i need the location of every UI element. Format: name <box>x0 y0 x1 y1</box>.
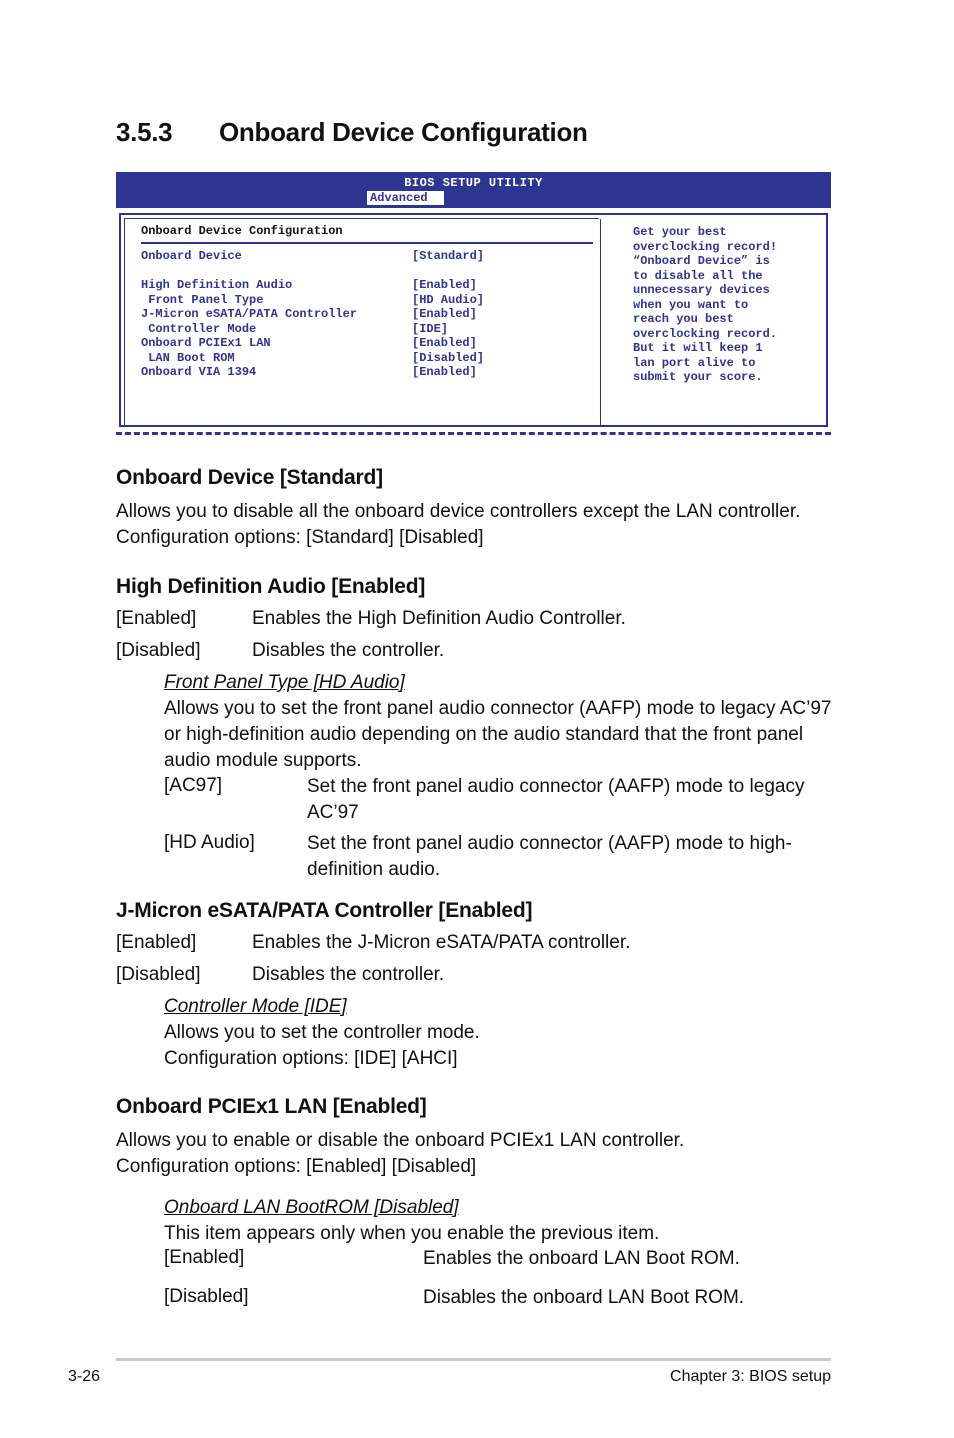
heading-pciex1-lan: Onboard PCIEx1 LAN [Enabled] <box>116 1095 427 1118</box>
bios-body <box>116 208 831 442</box>
page-number: 3-26 <box>68 1368 101 1385</box>
front-panel-option-key: [HD Audio] <box>164 832 255 853</box>
lan-bootrom-option-key: [Enabled] <box>164 1247 245 1268</box>
controller-mode-options: Configuration options: [IDE] [AHCI] <box>164 1048 458 1069</box>
chapter-label: Chapter 3: BIOS setup <box>670 1368 831 1385</box>
onboard-device-options: Configuration options: [Standard] [Disabled] <box>116 527 484 548</box>
front-panel-title: Front Panel Type [HD Audio] <box>164 672 405 693</box>
bios-item-front-panel-type[interactable]: Front Panel Type <box>141 292 264 307</box>
heading-onboard-device: Onboard Device [Standard] <box>116 466 383 489</box>
bios-item-jmicron[interactable]: J-Micron eSATA/PATA Controller <box>141 307 358 321</box>
pciex1-lan-desc: Allows you to enable or disable the onboard PCIEx1 LAN controller. <box>116 1130 685 1151</box>
bios-item-pciex1-lan[interactable]: Onboard PCIEx1 LAN <box>141 336 271 350</box>
bios-heading-rule <box>141 242 593 244</box>
bios-divider <box>600 219 601 425</box>
bios-header <box>116 172 831 208</box>
lan-bootrom-desc: This item appears only when you enable the previous item. <box>164 1223 660 1244</box>
hd-audio-option-key: [Disabled] <box>116 640 201 661</box>
bios-value-hd-audio[interactable]: [Enabled] <box>412 278 477 292</box>
front-panel-desc: Allows you to set the front panel audio connector (AAFP) mode to legacy AC’97 or high-definition audio depending on the audio standard that the front panel audio module supports. <box>164 698 832 771</box>
bios-help-text: Get your best overclocking record! “Onboard Device” is to disable all the unnecessary devices when you want to reach you best overclocking record. But it will keep 1 lan port alive to submit your score. <box>633 225 778 384</box>
hd-audio-option-desc: Enables the High Definition Audio Controller. <box>252 608 626 629</box>
heading-hd-audio: High Definition Audio [Enabled] <box>116 575 426 598</box>
bios-value-lan-boot-rom[interactable]: [Disabled] <box>412 350 485 365</box>
lan-bootrom-option-desc: Enables the onboard LAN Boot ROM. <box>423 1248 740 1269</box>
bios-screenshot <box>116 172 831 442</box>
heading-jmicron: J-Micron eSATA/PATA Controller [Enabled] <box>116 899 533 922</box>
footer-rule <box>116 1358 831 1361</box>
bios-title: BIOS SETUP UTILITY <box>404 176 543 190</box>
bios-value-pciex1-lan[interactable]: [Enabled] <box>412 336 477 350</box>
section-title-text: Onboard Device Configuration <box>219 117 588 147</box>
bios-item-hd-audio[interactable]: High Definition Audio <box>141 278 293 292</box>
jmicron-option-desc: Enables the J-Micron eSATA/PATA controller. <box>252 932 631 953</box>
hd-audio-option-desc: Disables the controller. <box>252 640 445 661</box>
bios-item-onboard-device[interactable]: Onboard Device <box>141 249 242 263</box>
jmicron-option-key: [Disabled] <box>116 964 201 985</box>
front-panel-option-desc: Set the front panel audio connector (AAFP) mode to high-definition audio. <box>307 833 792 880</box>
jmicron-option-desc: Disables the controller. <box>252 964 445 985</box>
bios-item-lan-boot-rom[interactable]: LAN Boot ROM <box>141 350 235 365</box>
section-number: 3.5.3 <box>116 117 173 147</box>
lan-bootrom-option-key: [Disabled] <box>164 1286 249 1307</box>
bios-tab-advanced[interactable]: Advanced <box>367 191 444 205</box>
pciex1-lan-options: Configuration options: [Enabled] [Disabled] <box>116 1156 477 1177</box>
jmicron-option-key: [Enabled] <box>116 932 197 953</box>
bios-value-via-1394[interactable]: [Enabled] <box>412 365 477 379</box>
lan-bootrom-title: Onboard LAN BootROM [Disabled] <box>164 1197 459 1218</box>
front-panel-option-desc: Set the front panel audio connector (AAFP) mode to legacy AC’97 <box>307 776 805 823</box>
bios-item-via-1394[interactable]: Onboard VIA 1394 <box>141 365 257 379</box>
front-panel-option-key: [AC97] <box>164 775 223 796</box>
lan-bootrom-option-desc: Disables the onboard LAN Boot ROM. <box>423 1287 745 1308</box>
onboard-device-desc: Allows you to disable all the onboard device controllers except the LAN controller. <box>116 501 801 522</box>
bios-value-controller-mode[interactable]: [IDE] <box>412 321 449 336</box>
bios-value-front-panel-type[interactable]: [HD Audio] <box>412 292 485 307</box>
bios-item-controller-mode[interactable]: Controller Mode <box>141 321 257 336</box>
bios-menu-heading: Onboard Device Configuration <box>141 224 343 238</box>
bios-value-jmicron[interactable]: [Enabled] <box>412 307 477 321</box>
controller-mode-title: Controller Mode [IDE] <box>164 996 347 1017</box>
bios-frame <box>119 213 828 427</box>
bios-dashed-edge <box>116 432 831 435</box>
hd-audio-option-key: [Enabled] <box>116 608 197 629</box>
bios-value-onboard-device[interactable]: [Standard] <box>412 249 485 263</box>
controller-mode-desc: Allows you to set the controller mode. <box>164 1022 480 1043</box>
page-title <box>116 117 588 148</box>
